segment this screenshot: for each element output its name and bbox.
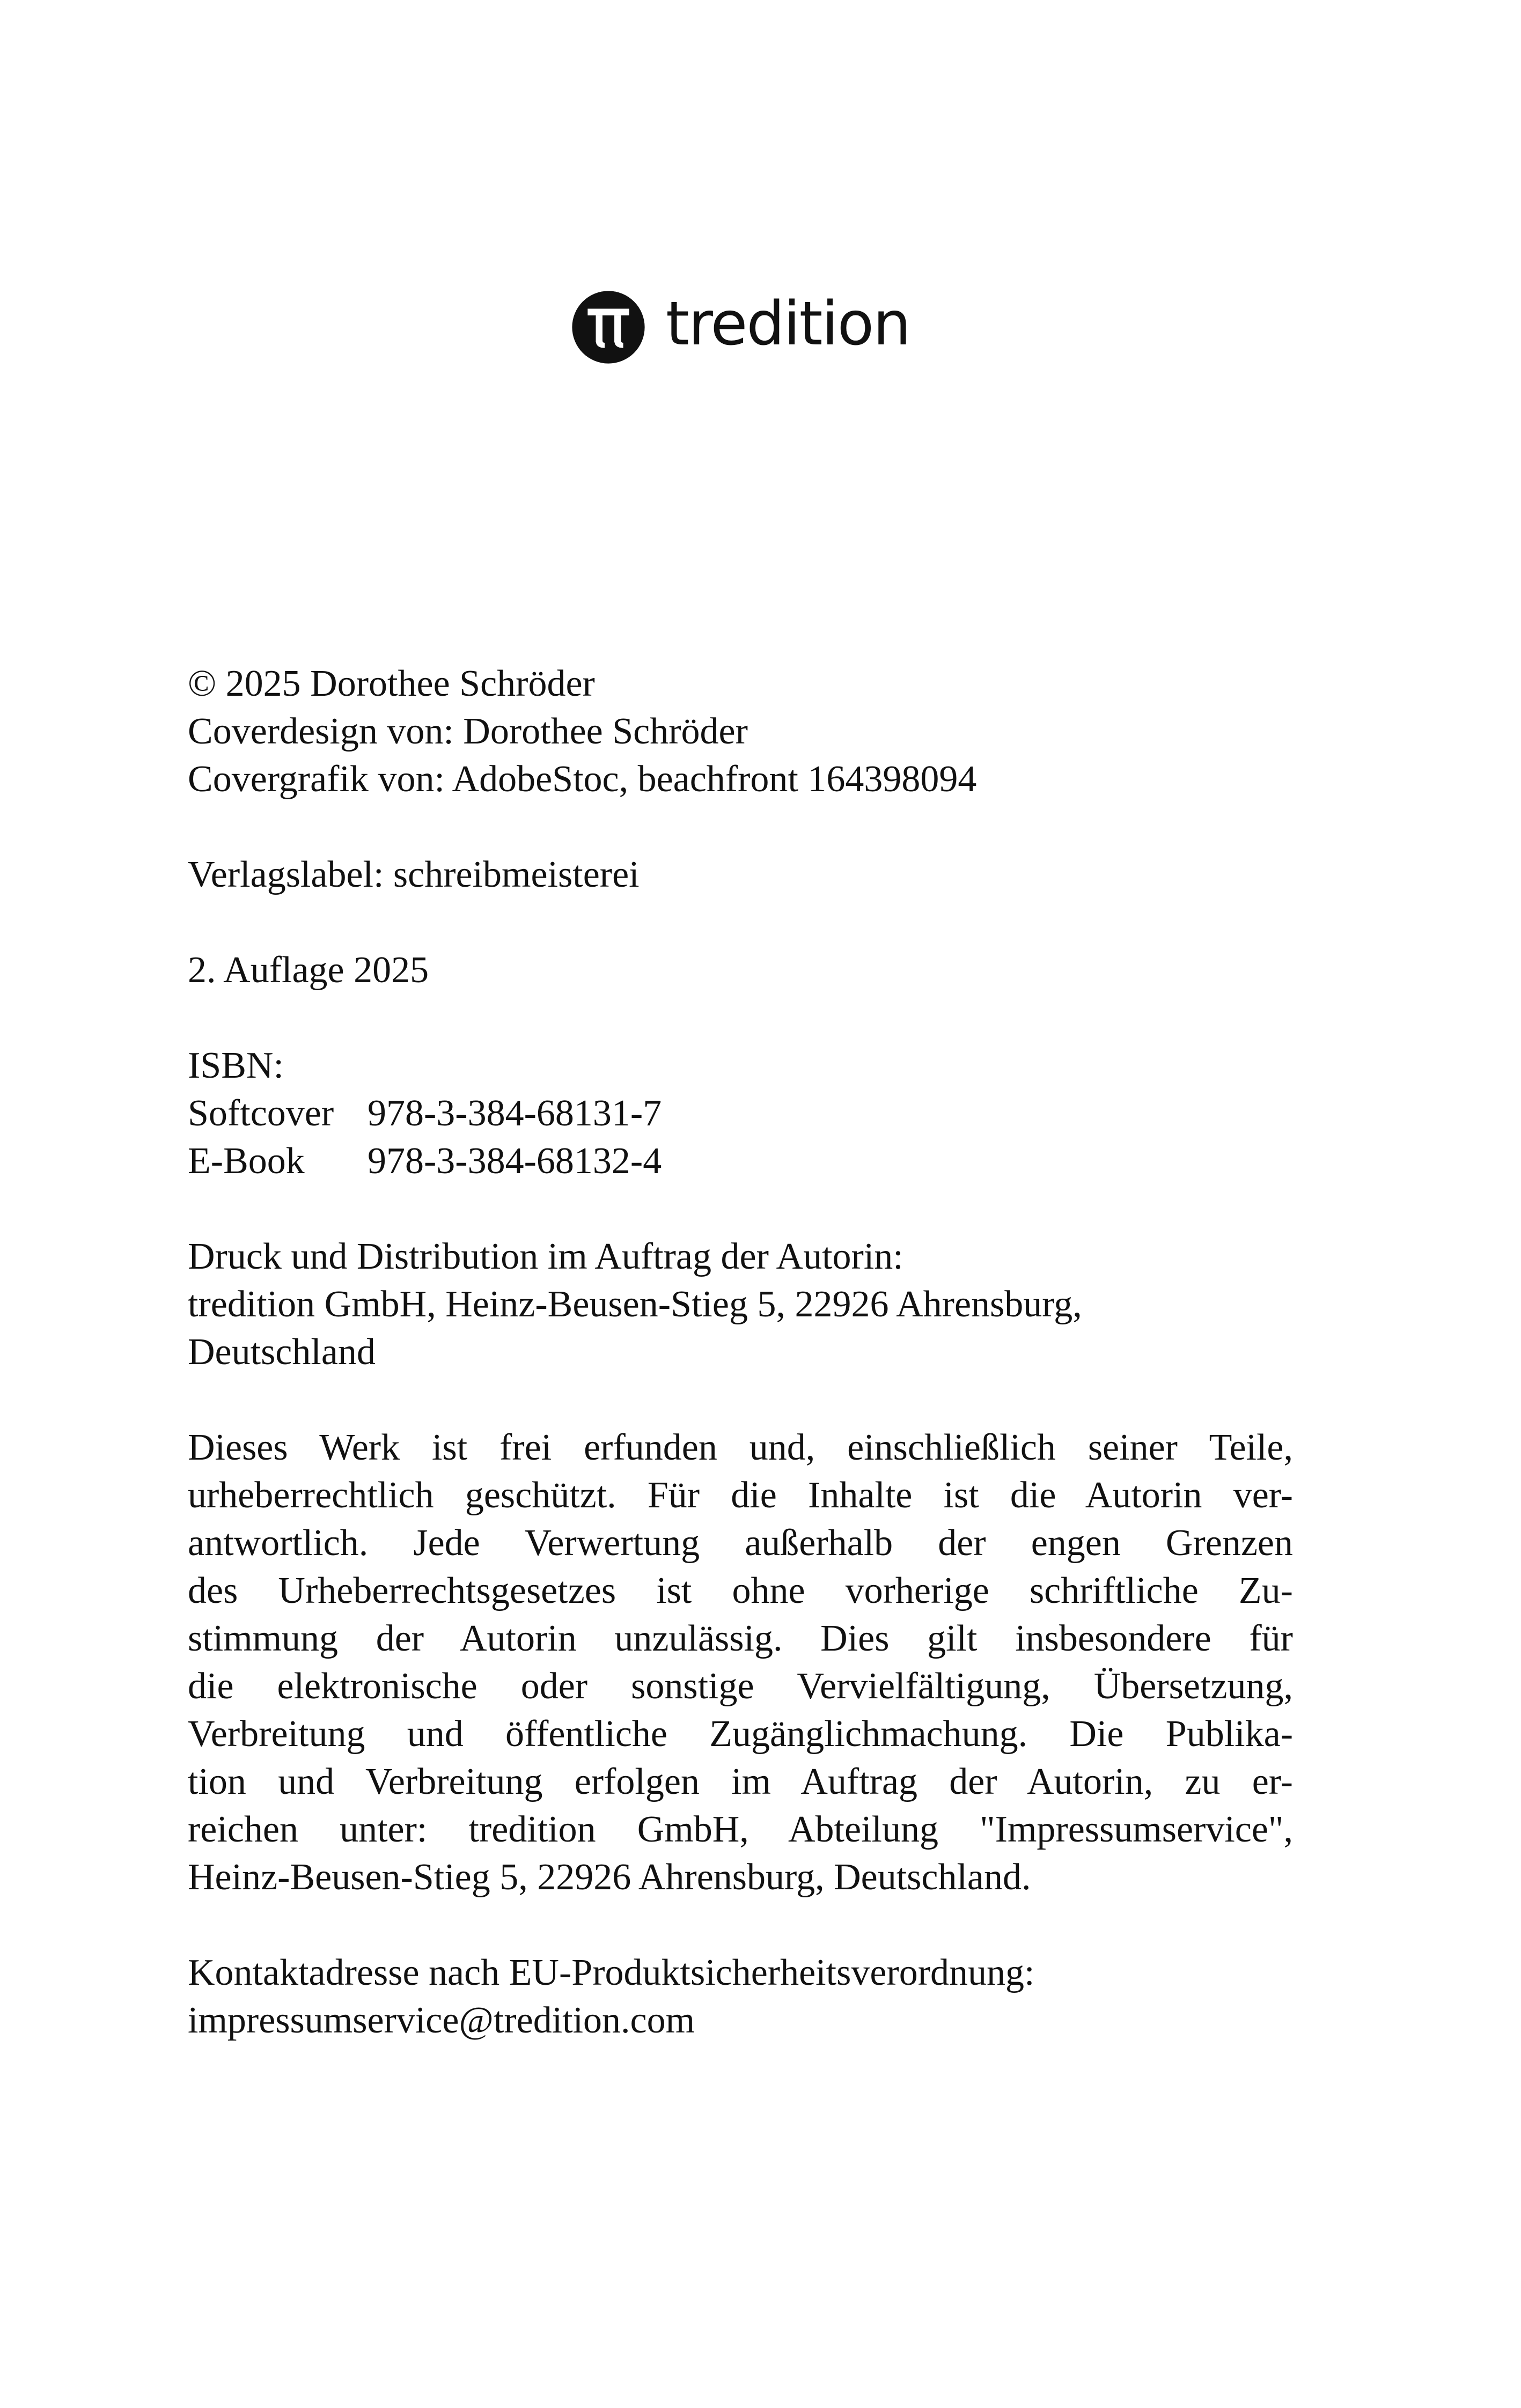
- cover-design-credit: Coverdesign von: Dorothee Schröder: [188, 711, 748, 752]
- contact-heading: Kontaktadresse nach EU-Produktsicherheitsverordnung:: [188, 1952, 1035, 1993]
- distribution-block: [188, 1233, 1293, 1376]
- legal-notice-line: Verbreitung und öffentliche Zugänglichmachung. Die Publika-: [188, 1713, 1293, 1755]
- legal-notice: [188, 1424, 1293, 1901]
- legal-notice-line: Dieses Werk ist frei erfunden und, einschließlich seiner Teile,: [188, 1427, 1293, 1468]
- contact-email: impressumservice@tredition.com: [188, 2000, 695, 2041]
- distribution-line: tredition GmbH, Heinz-Beusen-Stieg 5, 22926 Ahrensburg,: [188, 1284, 1082, 1325]
- distribution-line: Deutschland: [188, 1331, 376, 1373]
- copyright-line: © 2025 Dorothee Schröder: [188, 663, 595, 704]
- isbn-heading: ISBN:: [188, 1045, 284, 1086]
- isbn-row-ebook: [188, 1137, 1293, 1185]
- publisher-logo: [571, 287, 910, 367]
- publisher-label: Verlagslabel: schreibmeisterei: [188, 854, 640, 895]
- copyright-block: [188, 660, 1293, 803]
- publisher-wordmark: tredition: [666, 289, 910, 359]
- isbn-number: 978-3-384-68132-4: [368, 1140, 662, 1182]
- legal-notice-line: die elektronische oder sonstige Vervielfältigung, Übersetzung,: [188, 1666, 1293, 1707]
- edition-info: 2. Auflage 2025: [188, 949, 429, 991]
- legal-notice-line: reichen unter: tredition GmbH, Abteilung "Impressumservice",: [188, 1809, 1293, 1850]
- legal-notice-line: Heinz-Beusen-Stieg 5, 22926 Ahrensburg, Deutschland.: [188, 1857, 1031, 1898]
- legal-notice-line: des Urheberrechtsgesetzes ist ohne vorherige schriftliche Zu-: [188, 1570, 1293, 1611]
- legal-notice-line: stimmung der Autorin unzulässig. Dies gilt insbesondere für: [188, 1618, 1293, 1659]
- contact-block: [188, 1949, 1293, 2044]
- isbn-number: 978-3-384-68131-7: [368, 1093, 662, 1134]
- cover-graphic-credit: Covergrafik von: AdobeStoc, beachfront 164398094: [188, 759, 977, 800]
- isbn-format: Softcover: [188, 1093, 334, 1134]
- distribution-line: Druck und Distribution im Auftrag der Autorin:: [188, 1236, 903, 1277]
- legal-notice-line: tion und Verbreitung erfolgen im Auftrag der Autorin, zu er-: [188, 1761, 1293, 1802]
- isbn-row-softcover: [188, 1089, 1293, 1137]
- tredition-logo-icon: [571, 290, 645, 364]
- legal-notice-line: antwortlich. Jede Verwertung außerhalb der engen Grenzen: [188, 1522, 1293, 1564]
- isbn-format: E-Book: [188, 1140, 305, 1182]
- isbn-block: [188, 1042, 1293, 1185]
- imprint-text: [188, 660, 1293, 2044]
- legal-notice-line: urheberrechtlich geschützt. Für die Inhalte ist die Autorin ver-: [188, 1475, 1293, 1516]
